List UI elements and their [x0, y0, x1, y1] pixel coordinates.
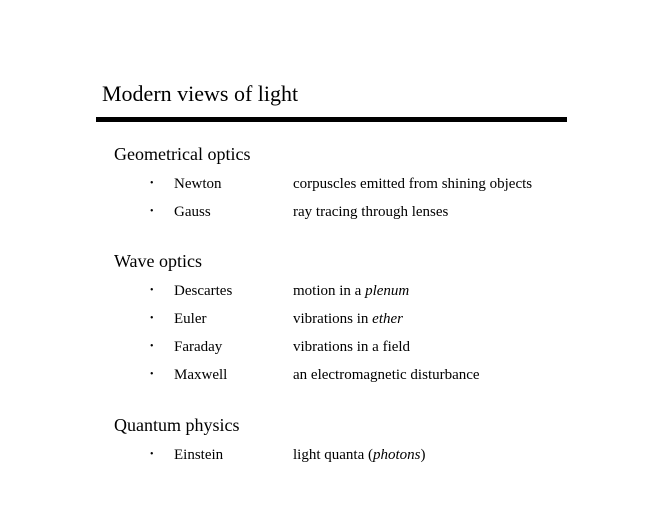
desc-text: vibrations in — [293, 311, 373, 327]
desc-text: vibrations in a field — [293, 339, 411, 355]
list-item — [0, 174, 660, 194]
item-description — [293, 309, 403, 329]
item-name: Descartes — [174, 283, 233, 299]
item-name: Einstein — [174, 447, 224, 463]
section-heading-quantum-physics: Quantum physics — [114, 415, 240, 435]
desc-emphasis: plenum — [365, 283, 410, 299]
item-description — [293, 281, 409, 301]
item-description — [293, 337, 410, 357]
desc-emphasis: photons — [372, 447, 421, 463]
list-item — [0, 309, 660, 329]
list-item — [0, 202, 660, 222]
bullet-icon: • — [150, 369, 154, 380]
desc-text: ray tracing through lenses — [293, 204, 449, 220]
list-item — [0, 365, 660, 385]
slide-title: Modern views of light — [102, 81, 299, 106]
list-item — [0, 281, 660, 301]
desc-text: an electromagnetic disturbance — [293, 367, 480, 383]
bullet-icon: • — [150, 206, 154, 217]
item-description — [293, 202, 448, 222]
section-heading-geometrical-optics: Geometrical optics — [114, 144, 251, 164]
bullet-icon: • — [150, 341, 154, 352]
item-description — [293, 365, 480, 385]
desc-text-after: ) — [420, 447, 426, 463]
item-description — [293, 445, 426, 465]
desc-text: motion in a — [293, 283, 366, 299]
item-description — [293, 174, 532, 194]
item-name: Maxwell — [174, 367, 228, 383]
list-item — [0, 445, 660, 465]
desc-text: corpuscles emitted from shining objects — [293, 176, 533, 192]
list-item — [0, 337, 660, 357]
desc-emphasis: ether — [372, 311, 403, 327]
item-name: Faraday — [174, 339, 223, 355]
bullet-icon: • — [150, 285, 154, 296]
item-name: Gauss — [174, 204, 211, 220]
bullet-icon: • — [150, 449, 154, 460]
bullet-icon: • — [150, 178, 154, 189]
title-underline-rule — [96, 117, 567, 122]
item-name: Euler — [174, 311, 207, 327]
section-heading-wave-optics: Wave optics — [114, 251, 203, 271]
desc-text: light quanta ( — [293, 447, 373, 463]
bullet-icon: • — [150, 313, 154, 324]
item-name: Newton — [174, 176, 222, 192]
